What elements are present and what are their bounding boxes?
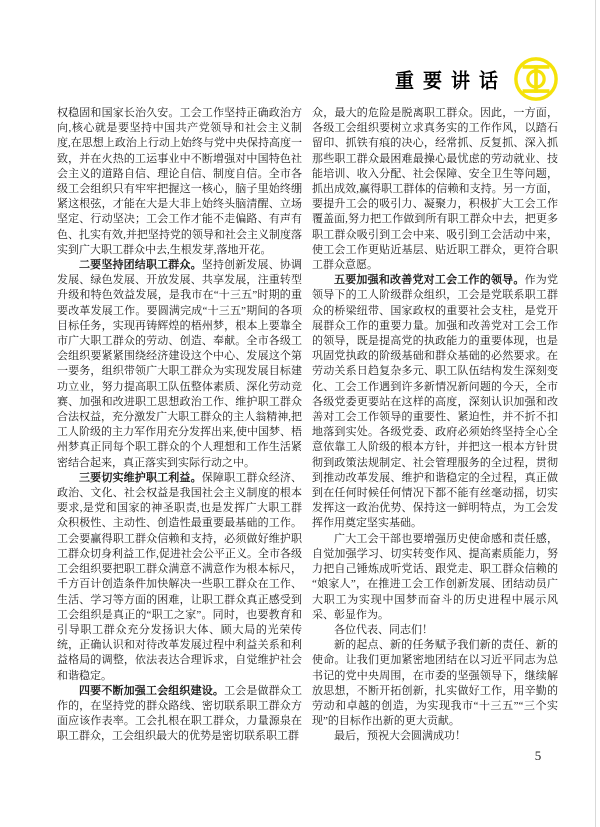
paragraph-lead: 四要不断加强工会组织建设。 [79,684,225,697]
paragraph: 四要不断加强工会组织建设。工会是做群众工作的，在坚持党的群众路线、密切联系职工群众方面应该作表率。工会扎根在职工群众，力量源泉在职工群众，工会组织最大的优势是密切联系职工群 [57,684,302,743]
text-column-left [57,106,302,754]
paragraph: 各位代表、同志们！ [334,623,433,636]
paragraph: 三要切实维护职工利益。保障职工群众经济、政治、文化、社会权益是我国社会主义制度的根本要求,是党和国家的神圣职责,也是发挥广大职工群众积极性、主动性、创造性最重要最基础的工作。工会要赢得职工群众信赖和支持，必须做好维护职工群众切身利益工作,促进社会公平正义。全市各级工会组织要把职工群众满意不满意作为根本标尺，千方百计创造条件加快解决一些职工群众在工作、生活、学习等方面的困难，让职工群众真正感受到工会组织是真正的“职工之家”。同时，也要教育和引导职工群众充分发扬识大体、顾大局的光荣传统，正确认识和对待改革发展过程中利益关系和利益格局的调整，依法表达合理诉求，自觉维护社会和谐稳定。 [57,471,302,682]
paragraph: 新的起点、新的任务赋予我们新的责任、新的使命。让我们更加紧密地团结在以习近平同志为总书记的党中央周围，在市委的坚强领导下，继续解放思想，不断开拓创新，扎实做好工作，用辛勤的劳动和卓越的创造，为实现我市“十三五”“三个实现”的目标作出新的更大贡献。 [312,639,558,728]
paragraph-lead: 三要切实维护职工利益。 [79,471,202,484]
page-number: 5 [534,748,542,763]
paragraph-lead: 二要坚持团结职工群众。 [79,259,202,272]
paragraph: 五要加强和改善党对工会工作的领导。作为党领导下的工人阶级群众组织，工会是党联系职工群众的桥梁纽带、国家政权的重要社会支柱，是党开展群众工作的重要力量。加强和改善党对工会工作的领导，既是提高党的执政能力的重要体现，也是巩固党执政的阶级基础和群众基础的必然要求。在劳动关系日趋复杂多元、职工队伍结构发生深刻变化、工会工作遇到许多新情况新问题的今天，全市各级党委更要站在这样的高度，深刻认识加强和改善对工会工作领导的重要性、紧迫性，并不折不扣地落到实处。各级党委、政府必须始终坚持全心全意依靠工人阶级的根本方针，并把这一根本方针贯彻到政策法规制定、社会管理服务的全过程，贯彻到推动改革发展、维护和谐稳定的全过程，真正做到在任何时候任何情况下都不能有丝毫动摇，切实发挥这一政治优势、保持这一鲜明特点，为工会发挥作用奠定坚实基础。 [312,274,558,530]
paragraph: 广大工会干部也要增强历史使命感和责任感，自觉加强学习、切实转变作风、提高素质能力，努力把自己锤炼成听党话、跟党走、职工群众信赖的“娘家人”，在推进工会工作创新发展、团结动员广大职工为实现中国梦而奋斗的历史进程中展示风采、彰显作为。 [312,532,558,621]
text-column-right [312,106,558,754]
paragraph: 众，最大的危险是脱离职工群众。因此，一方面，各级工会组织要树立求真务实的工作作风，以踏石留印、抓铁有痕的决心，经常抓、反复抓、深入抓那些职工群众最困难最操心最忧虑的劳动就业、技能培训、收入分配、社会保障、安全卫生等问题，抓出成效,赢得职工群体的信赖和支持。另一方面，要提升工会的吸引力、凝聚力，积极扩大工会工作覆盖面,努力把工作做到所有职工群众中去，把更多职工群众吸引到工会中来、吸引到工会活动中来，使工会工作更贴近基层、贴近职工群众，更符合职工群众意愿。 [312,107,558,272]
page-title: 重要讲话 [394,70,507,93]
paragraph-lead: 五要加强和改善党对工会工作的领导。 [334,274,525,287]
page-header [395,56,559,102]
paragraph: 权稳固和国家长治久安。工会工作坚持正确政治方向,核心就是要坚持中国共产党领导和社会主义制度,在思想上政治上行动上始终与党中央保持高度一致，并在火热的工运事业中不断增强对中国特色社会主义的道路自信、理论自信、制度自信。全市各级工会组织只有牢牢把握这一核心，脑子里始终绷紧这根弦，才能在大是大非上始终头脑清醒、立场坚定、行动坚决；工会工作才能不走偏路、有声有色、扎实有效,并把坚持党的领导和社会主义制度落实到广大职工群众中去,生根发芽,落地开花。 [57,107,302,256]
page-edge-line [595,0,596,827]
trade-union-emblem-icon [513,56,559,102]
paragraph: 最后，预祝大会圆满成功！ [334,730,466,743]
paragraph: 二要坚持团结职工群众。坚持创新发展、协调发展、绿色发展、开放发展、共享发展，注重转型升级和特色效益发展，是我市在“十三五”时期的重要改革发展工作。要圆满完成“十三五”期间的各项目标任务，实现再铸辉煌的梧州梦，根本上要靠全市广大职工群众的劳动、创造、奉献。全市各级工会组织要紧紧围绕经济建设这个中心、发展这个第一要务，组织带领广大职工群众为实现发展目标建功立业，努力提高职工队伍整体素质、深化劳动竞赛、加强和改进职工思想政治工作、维护职工群众合法权益，充分激发广大职工群众的主人翁精神,把工人阶级的主力军作用充分发挥出来,使中国梦、梧州梦真正同每个职工群众的个人理想和工作生活紧密结合起来，真正落实到实际行动之中。 [57,259,302,469]
